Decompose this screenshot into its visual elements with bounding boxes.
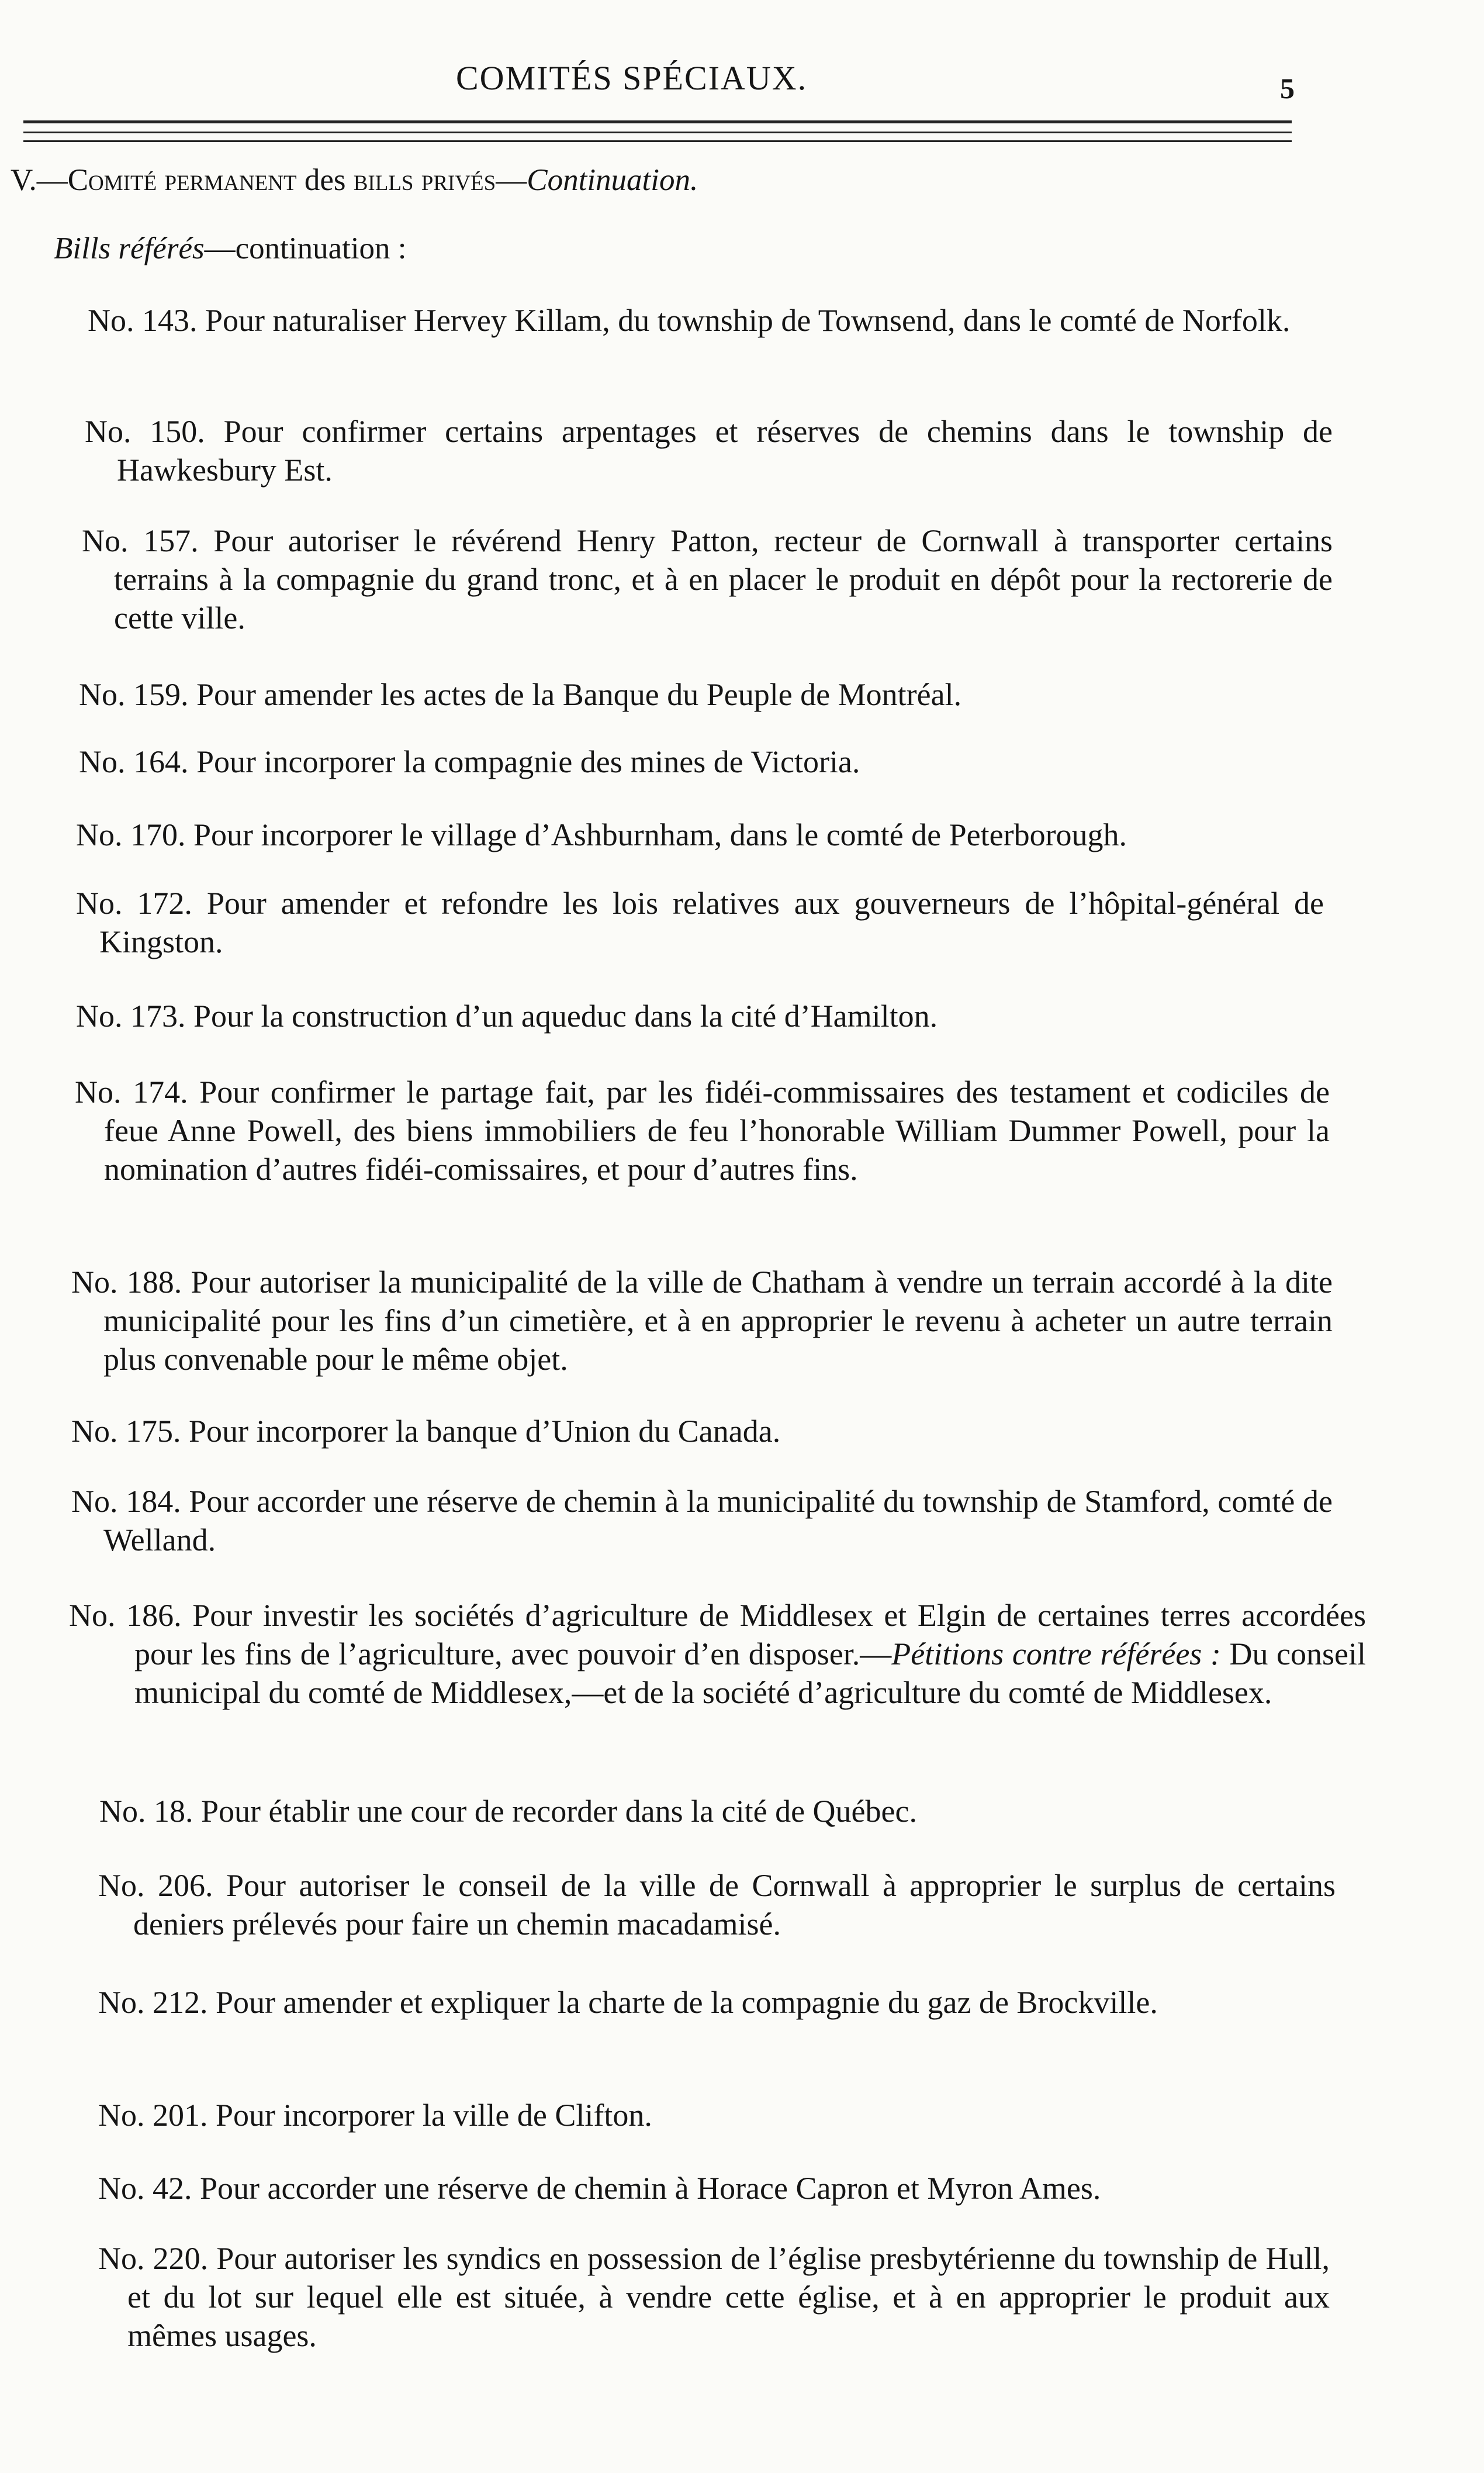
list-item — [79, 675, 1300, 714]
bill-text: Pour incorporer la compagnie des mines de Victoria. — [196, 744, 860, 779]
section-prefix: V.— — [11, 163, 68, 197]
bill-number: No. 220. — [98, 2241, 209, 2276]
bill-number: No. 18. — [99, 1794, 193, 1829]
bill-number: No. 201. — [98, 2098, 208, 2133]
subheading — [54, 231, 407, 266]
header-rule-thin — [23, 132, 1292, 133]
section-continuation: Continuation. — [527, 163, 698, 197]
section-dash: — — [496, 163, 527, 197]
header-rule — [23, 120, 1292, 123]
list-item — [98, 2096, 1300, 2134]
subheading-label: Bills référés — [54, 232, 205, 265]
bill-text: Pour accorder une réserve de chemin à Horace Capron et Myron Ames. — [200, 2171, 1101, 2206]
bill-text: Pour amender les actes de la Banque du Peuple de Montréal. — [196, 677, 962, 712]
section-bills: bills privés — [353, 163, 496, 197]
list-item — [85, 412, 1333, 489]
list-item — [99, 1792, 1300, 1830]
bill-text: Pour amender et refondre les lois relatives aux gouverneurs de l’hôpital-général de Kingston. — [99, 886, 1324, 959]
list-item — [71, 1263, 1333, 1379]
bill-text: Pour confirmer le partage fait, par les fidéi-commissaires des testament et codiciles de feue Anne Powell, des biens immobiliers de feu l’honorable William Dummer Powell, pour la nomination d’autres fidéi-comissaires, et pour d’autres fins. — [104, 1075, 1330, 1187]
section-middle: des — [296, 163, 354, 197]
bill-number: No. 173. — [76, 999, 186, 1034]
bill-text: Pour incorporer la ville de Clifton. — [216, 2098, 652, 2133]
bill-text: Pour la construction d’un aqueduc dans la cité d’Hamilton. — [193, 999, 938, 1034]
list-item — [71, 1412, 1300, 1450]
list-item — [79, 742, 1300, 781]
bill-text: Pour établir une cour de recorder dans la cité de Québec. — [201, 1794, 917, 1829]
list-item — [75, 1073, 1330, 1189]
bill-text: Pour autoriser le conseil de la ville de Cornwall à approprier le surplus de certains deniers prélevés pour faire un chemin macadamisé. — [133, 1868, 1336, 1942]
bill-text: Pour amender et expliquer la charte de la compagnie du gaz de Brockville. — [216, 1985, 1158, 2020]
list-item — [69, 1596, 1366, 1712]
header-rule-thin — [23, 140, 1292, 142]
list-item — [76, 816, 1300, 854]
bill-text: Pour autoriser la municipalité de la ville de Chatham à vendre un terrain accordé à la dite municipalité pour les fins d’un cimetière, et à en approprier le revenu à acheter un autre terrain plus convenable pour le même objet. — [103, 1265, 1333, 1377]
section-heading — [11, 163, 698, 198]
list-item — [82, 521, 1333, 637]
bill-number: No. 212. — [98, 1985, 208, 2020]
bill-text: Pour autoriser le révérend Henry Patton, recteur de Cornwall à transporter certains terrains à la compagnie du grand tronc, et à en placer le produit en dépôt pour la rectorerie de cette ville. — [114, 523, 1333, 635]
section-committee: Comité permanent — [67, 163, 297, 197]
bill-text: Pour confirmer certains arpentages et réserves de chemins dans le township de Hawkesbury Est. — [117, 414, 1333, 488]
bill-number: No. 42. — [98, 2171, 192, 2206]
bill-number: No. 170. — [76, 817, 186, 852]
list-item — [98, 1866, 1336, 1943]
bill-number: No. 164. — [79, 744, 189, 779]
bill-number: No. 159. — [79, 677, 189, 712]
bill-text: Pour accorder une réserve de chemin à la municipalité du township de Stamford, comté de Welland. — [103, 1484, 1333, 1557]
bill-text: Pour incorporer la banque d’Union du Canada. — [189, 1414, 781, 1449]
bill-number: No. 175. — [71, 1414, 181, 1449]
bill-text: Pour incorporer le village d’Ashburnham, dans le comté de Peterborough. — [193, 817, 1127, 852]
bill-text: Pour autoriser les syndics en possession de l’église presbytérienne du township de Hull, et du lot sur lequel elle est située, à vendre cette église, et à en approprier le produit aux mêmes usages. — [127, 2241, 1330, 2353]
bill-number: No. 186. — [69, 1598, 182, 1633]
petition-text: Du conseil municipal du comté de Middlesex,—et de la société d’agriculture du comté de Middlesex. — [134, 1636, 1366, 1710]
bill-number: No. 206. — [98, 1868, 213, 1903]
list-item — [98, 2169, 1300, 2208]
list-item — [76, 997, 1300, 1035]
petition-label: Pétitions contre référées : — [891, 1636, 1221, 1671]
running-title: COMITÉS SPÉCIAUX. — [456, 59, 808, 97]
list-item — [98, 2239, 1330, 2355]
list-item — [88, 301, 1333, 340]
bill-number: No. 184. — [71, 1484, 181, 1519]
list-item — [71, 1482, 1333, 1559]
bill-number: No. 157. — [82, 523, 199, 558]
bill-number: No. 172. — [76, 886, 192, 921]
bill-number: No. 174. — [75, 1075, 188, 1110]
page-number: 5 — [1280, 72, 1295, 105]
bill-number: No. 150. — [85, 414, 205, 449]
bill-number: No. 143. — [88, 303, 198, 338]
subheading-rest: —continuation : — [204, 232, 407, 265]
bill-number: No. 188. — [71, 1265, 182, 1300]
list-item — [76, 884, 1324, 961]
bill-text: Pour naturaliser Hervey Killam, du township de Townsend, dans le comté de Norfolk. — [205, 303, 1291, 338]
list-item — [98, 1983, 1336, 2022]
bill-text: Pour investir les sociétés d’agriculture de Middlesex et Elgin de certaines terres accordées pour les fins de l’agriculture, avec pouvoir d’en disposer.— — [134, 1598, 1366, 1671]
